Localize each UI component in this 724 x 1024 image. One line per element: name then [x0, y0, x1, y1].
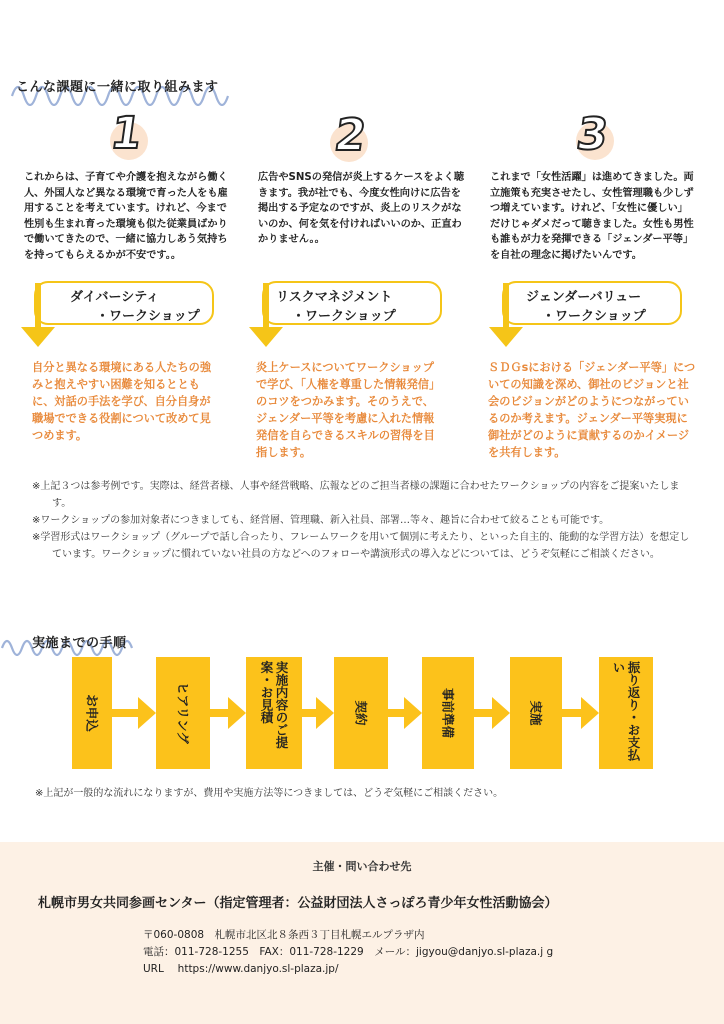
- workshop-title-2: リスクマネジメント: [276, 290, 393, 305]
- flow-note: ※上記が一般的な流れになりますが、費用や実施方法等につきましては、どうぞ気軽にご相談ください。: [35, 788, 504, 799]
- organization-name: 札幌市男女共同参画センター（指定管理者：公益財団法人さっぽろ青少年女性活動協会）: [38, 896, 558, 911]
- workshop-subtitle-1: ・ワークショップ: [96, 309, 200, 324]
- note-item: ※ワークショップの参加対象者につきましても、経営層、管理職、新入社員、部署…等々、趣旨に合わせて絞ることも可能です。: [32, 515, 610, 526]
- number-3: 3: [573, 109, 612, 160]
- arrow-down-icon: [503, 283, 509, 328]
- footer-title: 主催・問い合わせ先: [312, 860, 412, 873]
- step-implementation: [510, 657, 562, 769]
- number-2: 2: [331, 110, 370, 161]
- arrow-right-icon: [302, 697, 334, 729]
- step-label-line: 振り返り・: [626, 661, 641, 724]
- arrow-right-icon: [210, 697, 246, 729]
- arrow-right-icon: [562, 697, 599, 729]
- arrow-down-head-icon: [21, 327, 55, 347]
- arrow-down-icon: [35, 283, 41, 328]
- contact-info: 電話：011-728-1255 FAX：011-728-1229 メール：jigyou@danjyo.sl-plaza.j g: [143, 946, 554, 958]
- arrow-down-head-icon: [249, 327, 283, 347]
- number-1: 1: [107, 108, 146, 159]
- arrow-right-icon: [388, 697, 422, 729]
- section-title-procedure: 実施までの手順: [32, 636, 127, 651]
- step-label: [259, 661, 289, 765]
- step-label: ヒアリング: [175, 682, 191, 744]
- workshop-description-3: ＳＤＧsにおける「ジェンダー平等」についての知識を深め、御社のビジョンと社会のビジョンがどのようにつながっているのか考えます。ジェンダー平等実現に御社がどのように貢献するのかイメージを共有します。: [488, 361, 696, 459]
- section-title-challenges: こんな課題に一緒に取り組みます: [16, 80, 219, 95]
- workshop-subtitle-3: ・ワークショップ: [542, 309, 646, 324]
- note-item: ※学習形式はワークショップ（グループで話し合ったり、フレームワークを用いて個別に考えたり、といった自主的、能動的な学習方法）を想定しています。ワークショップに慣れていない社員の方などへのフォローや講演形式の導入などについては、どうぞ気軽にご相談ください。: [32, 532, 690, 560]
- workshop-description-1: 自分と異なる環境にある人たちの強みと抱えやすい困難を知るとともに、対話の手法を学び、自分自身が職場でできる役割について改めて見つめます。: [32, 361, 212, 442]
- workshop-title-3: ジェンダーバリュー: [526, 290, 642, 305]
- challenge-text-2: 広告やSNSの発信が炎上するケースをよく聴きます。我が社でも、今度女性向けに広告を掲出する予定なのですが、炎上のリスクがないのか、何を気を付ければいいのか、正直わかりません。。: [258, 172, 465, 245]
- step-label: [611, 661, 641, 765]
- challenge-text-1: これからは、子育てや介護を抱えながら働く人、外国人など異なる環境で育った人をも雇用することを考えています。けれど、今まで性別も生まれ育った環境も似た従業員ばかりで働いてきたので、一緒に協力しあう気持ちを持ってもらえるかが不安です。。: [24, 172, 228, 261]
- note-item: ※上記３つは参考例です。実際は、経営者様、人事や経営戦略、広報などのご担当者様の課題に合わせたワークショップの内容をご提案いたします。: [32, 481, 680, 509]
- website-url[interactable]: URL https://www.danjyo.sl-plaza.jp/: [143, 963, 339, 975]
- step-review-payment: [599, 657, 653, 769]
- challenge-text-3: これまで「女性活躍」は進めてきました。両立施策も充実させたし、女性管理職も少しずつ増えています。けれど、「女性に優しい」だけじゃダメだって聴きました。女性も男性も誰もが力を発揮できる「ジェンダー平等」を自社の理念に掲げたいんです。: [490, 172, 694, 261]
- step-label-line: ご提案・お見積: [259, 661, 289, 749]
- workshop-subtitle-2: ・ワークショップ: [292, 309, 396, 324]
- address: 〒060-0808 札幌市北区北８条西３丁目札幌エルプラザ内: [143, 929, 425, 941]
- footer: [0, 842, 724, 1024]
- step-label: 契約: [353, 700, 369, 726]
- arrow-right-icon: [474, 697, 510, 729]
- step-label: 実施: [528, 700, 544, 726]
- step-label-line: 実施内容の: [274, 661, 289, 724]
- notes-block: [32, 478, 692, 563]
- arrow-down-head-icon: [489, 327, 523, 347]
- arrow-right-icon: [112, 697, 156, 729]
- step-hearing: [156, 657, 210, 769]
- step-proposal: [246, 657, 302, 769]
- step-label-line: お支払い: [611, 661, 641, 761]
- step-label: 事前準備: [440, 687, 456, 739]
- arrow-down-icon: [263, 283, 269, 328]
- step-preparation: [422, 657, 474, 769]
- workshop-description-2: 炎上ケースについてワークショップで学び、「人権を尊重した情報発信」のコツをつかみます。そのうえで、ジェンダー平等を考慮に入れた情報発信を自らできるスキルの習得を目指します。: [256, 361, 441, 459]
- step-apply: [72, 657, 112, 769]
- workshop-title-1: ダイバーシティ: [70, 290, 160, 305]
- step-contract: [334, 657, 388, 769]
- step-label: お申込: [84, 694, 100, 732]
